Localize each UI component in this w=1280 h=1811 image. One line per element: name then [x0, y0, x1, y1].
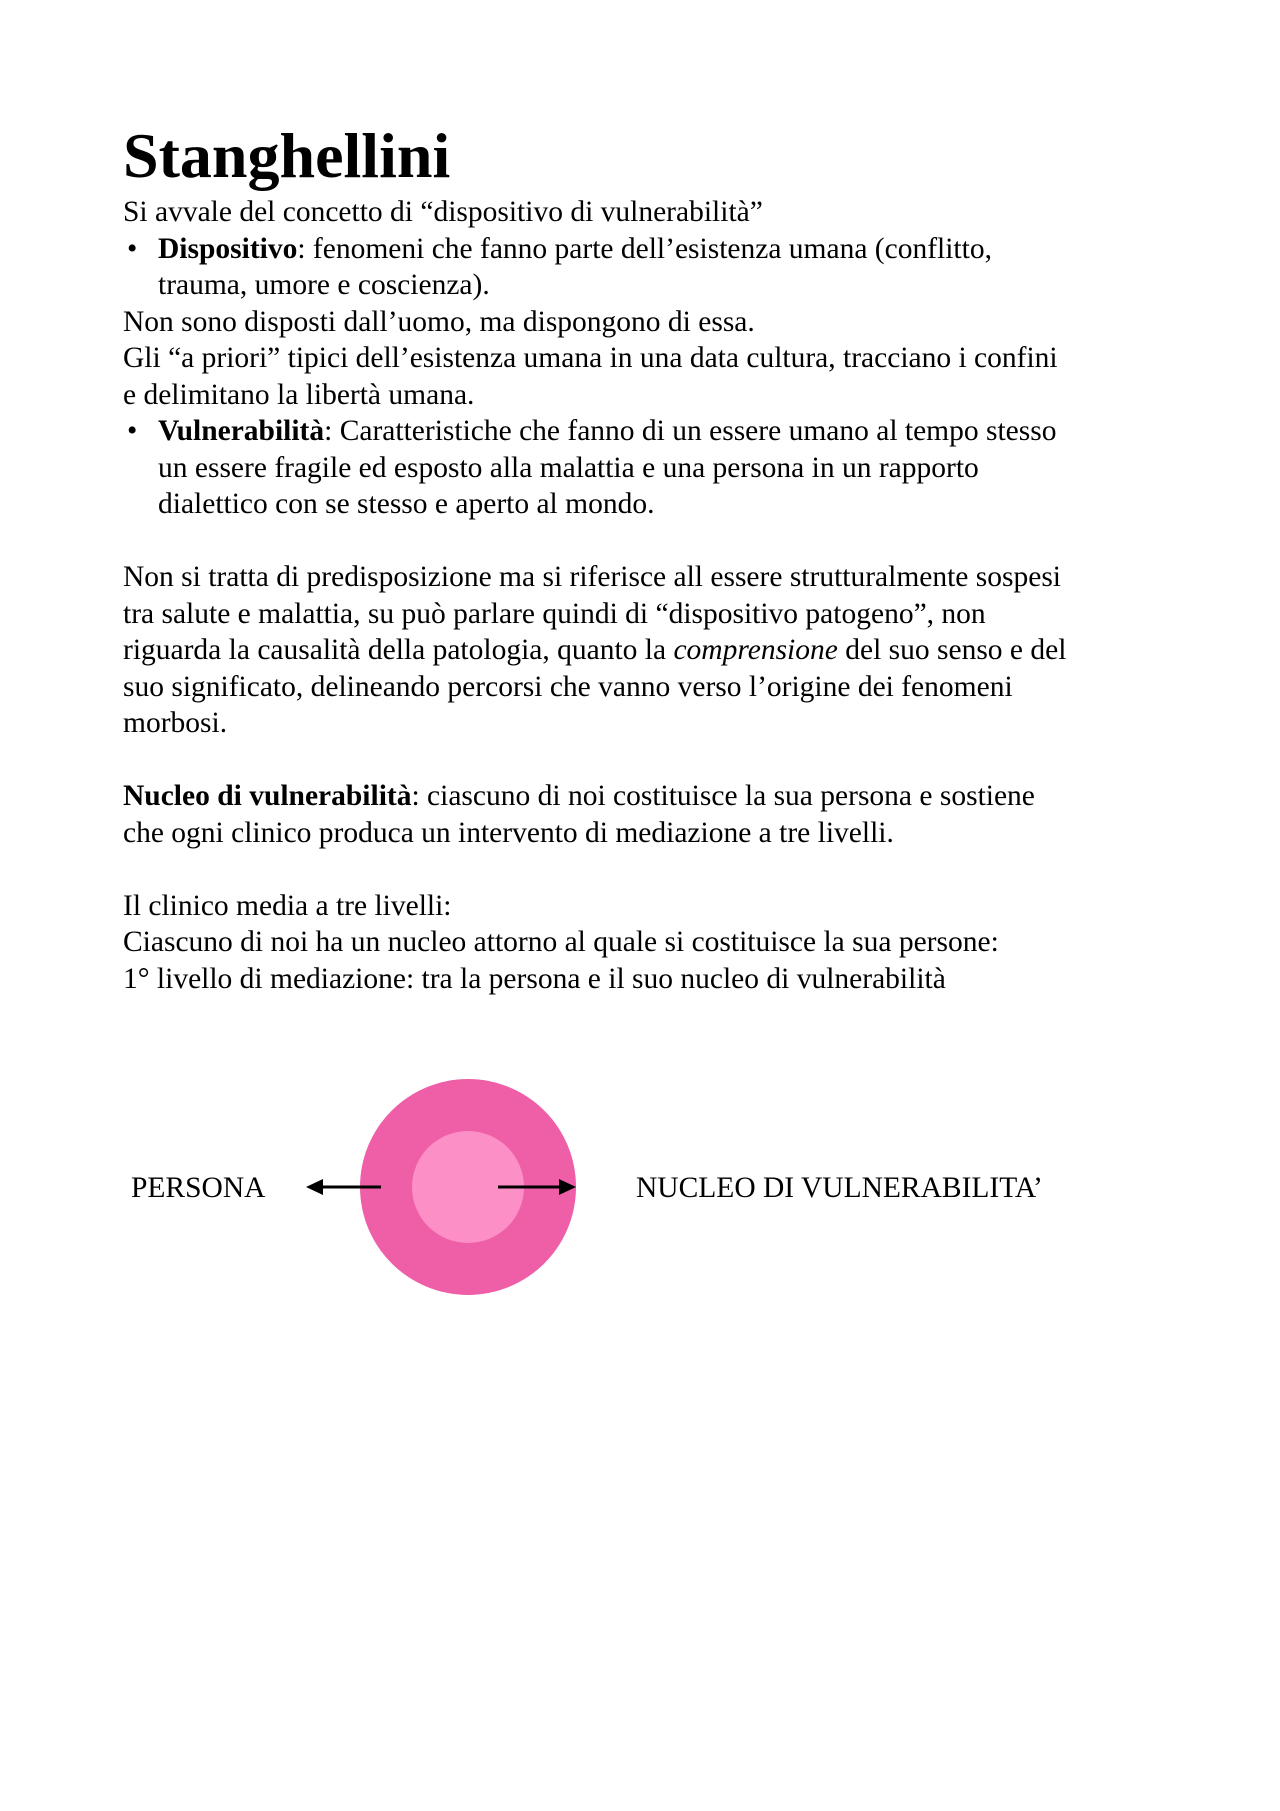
- bullet-vulnerabilita: [123, 413, 1173, 523]
- para2-line1: Non si tratta di predisposizione ma si riferisce all essere strutturalmente sospesi: [123, 561, 1062, 593]
- bullet-dispositivo-line1: Dispositivo: fenomeni che fanno parte dell’esistenza umana (conflitto,: [158, 232, 992, 265]
- nucleo-label: NUCLEO DI VULNERABILITA’: [636, 1172, 1043, 1204]
- spacer: [123, 742, 1173, 779]
- persona-label: PERSONA: [131, 1172, 266, 1204]
- para1-line1: Non sono disposti dall’uomo, ma dispongono di essa.: [123, 305, 755, 338]
- italic-comprensione: comprensione: [673, 634, 838, 666]
- para4-line3: 1° livello di mediazione: tra la persona e il suo nucleo di vulnerabilità: [123, 962, 946, 995]
- bullet-vulnerabilita-line3: dialettico con se stesso e aperto al mondo.: [158, 488, 655, 520]
- para2-line2: tra salute e malattia, su può parlare quindi di “dispositivo patogeno”, non: [123, 597, 986, 630]
- term-vulnerabilita: Vulnerabilità: [158, 415, 325, 447]
- spacer: [123, 851, 1173, 888]
- bullet-dot: •: [127, 415, 138, 447]
- para2-line3: riguarda la causalità della patologia, quanto la comprensione del suo senso e del: [123, 634, 1067, 666]
- document-page: [123, 118, 1173, 1307]
- spacer: [123, 997, 1173, 1077]
- spacer: [123, 523, 1173, 560]
- page-title: Stanghellini: [123, 120, 451, 191]
- para3-line1: Nucleo di vulnerabilità: ciascuno di noi costituisce la sua persona e sostiene: [123, 780, 1035, 812]
- bullet-dot: •: [127, 232, 138, 265]
- bullet-vulnerabilita-line2: un essere fragile ed esposto alla malattia e una persona in un rapporto: [158, 451, 979, 484]
- bullet-vulnerabilita-line1: Vulnerabilità: Caratteristiche che fanno di un essere umano al tempo stesso: [158, 415, 1057, 447]
- bullet-dispositivo: [123, 231, 1173, 304]
- para2-line5: morbosi.: [123, 707, 228, 739]
- intro-line: Si avvale del concetto di “dispositivo di vulnerabilità”: [123, 196, 763, 228]
- arrow-left-head: [306, 1179, 323, 1195]
- bullet-dispositivo-line2: trauma, umore e coscienza).: [158, 269, 490, 301]
- term-dispositivo: Dispositivo: [158, 232, 298, 265]
- vulnerability-diagram: [123, 1077, 1173, 1307]
- para4-line1: Il clinico media a tre livelli:: [123, 889, 452, 922]
- para2-line4: suo significato, delineando percorsi che vanno verso l’origine dei fenomeni: [123, 670, 1013, 703]
- para1-line3: e delimitano la libertà umana.: [123, 378, 475, 411]
- para4-line2: Ciascuno di noi ha un nucleo attorno al quale si costituisce la sua persone:: [123, 926, 999, 958]
- para1-line2: Gli “a priori” tipici dell’esistenza umana in una data cultura, tracciano i confini: [123, 342, 1058, 374]
- term-nucleo: Nucleo di vulnerabilità: [123, 780, 412, 812]
- para3-line2: che ogni clinico produca un intervento di mediazione a tre livelli.: [123, 816, 894, 849]
